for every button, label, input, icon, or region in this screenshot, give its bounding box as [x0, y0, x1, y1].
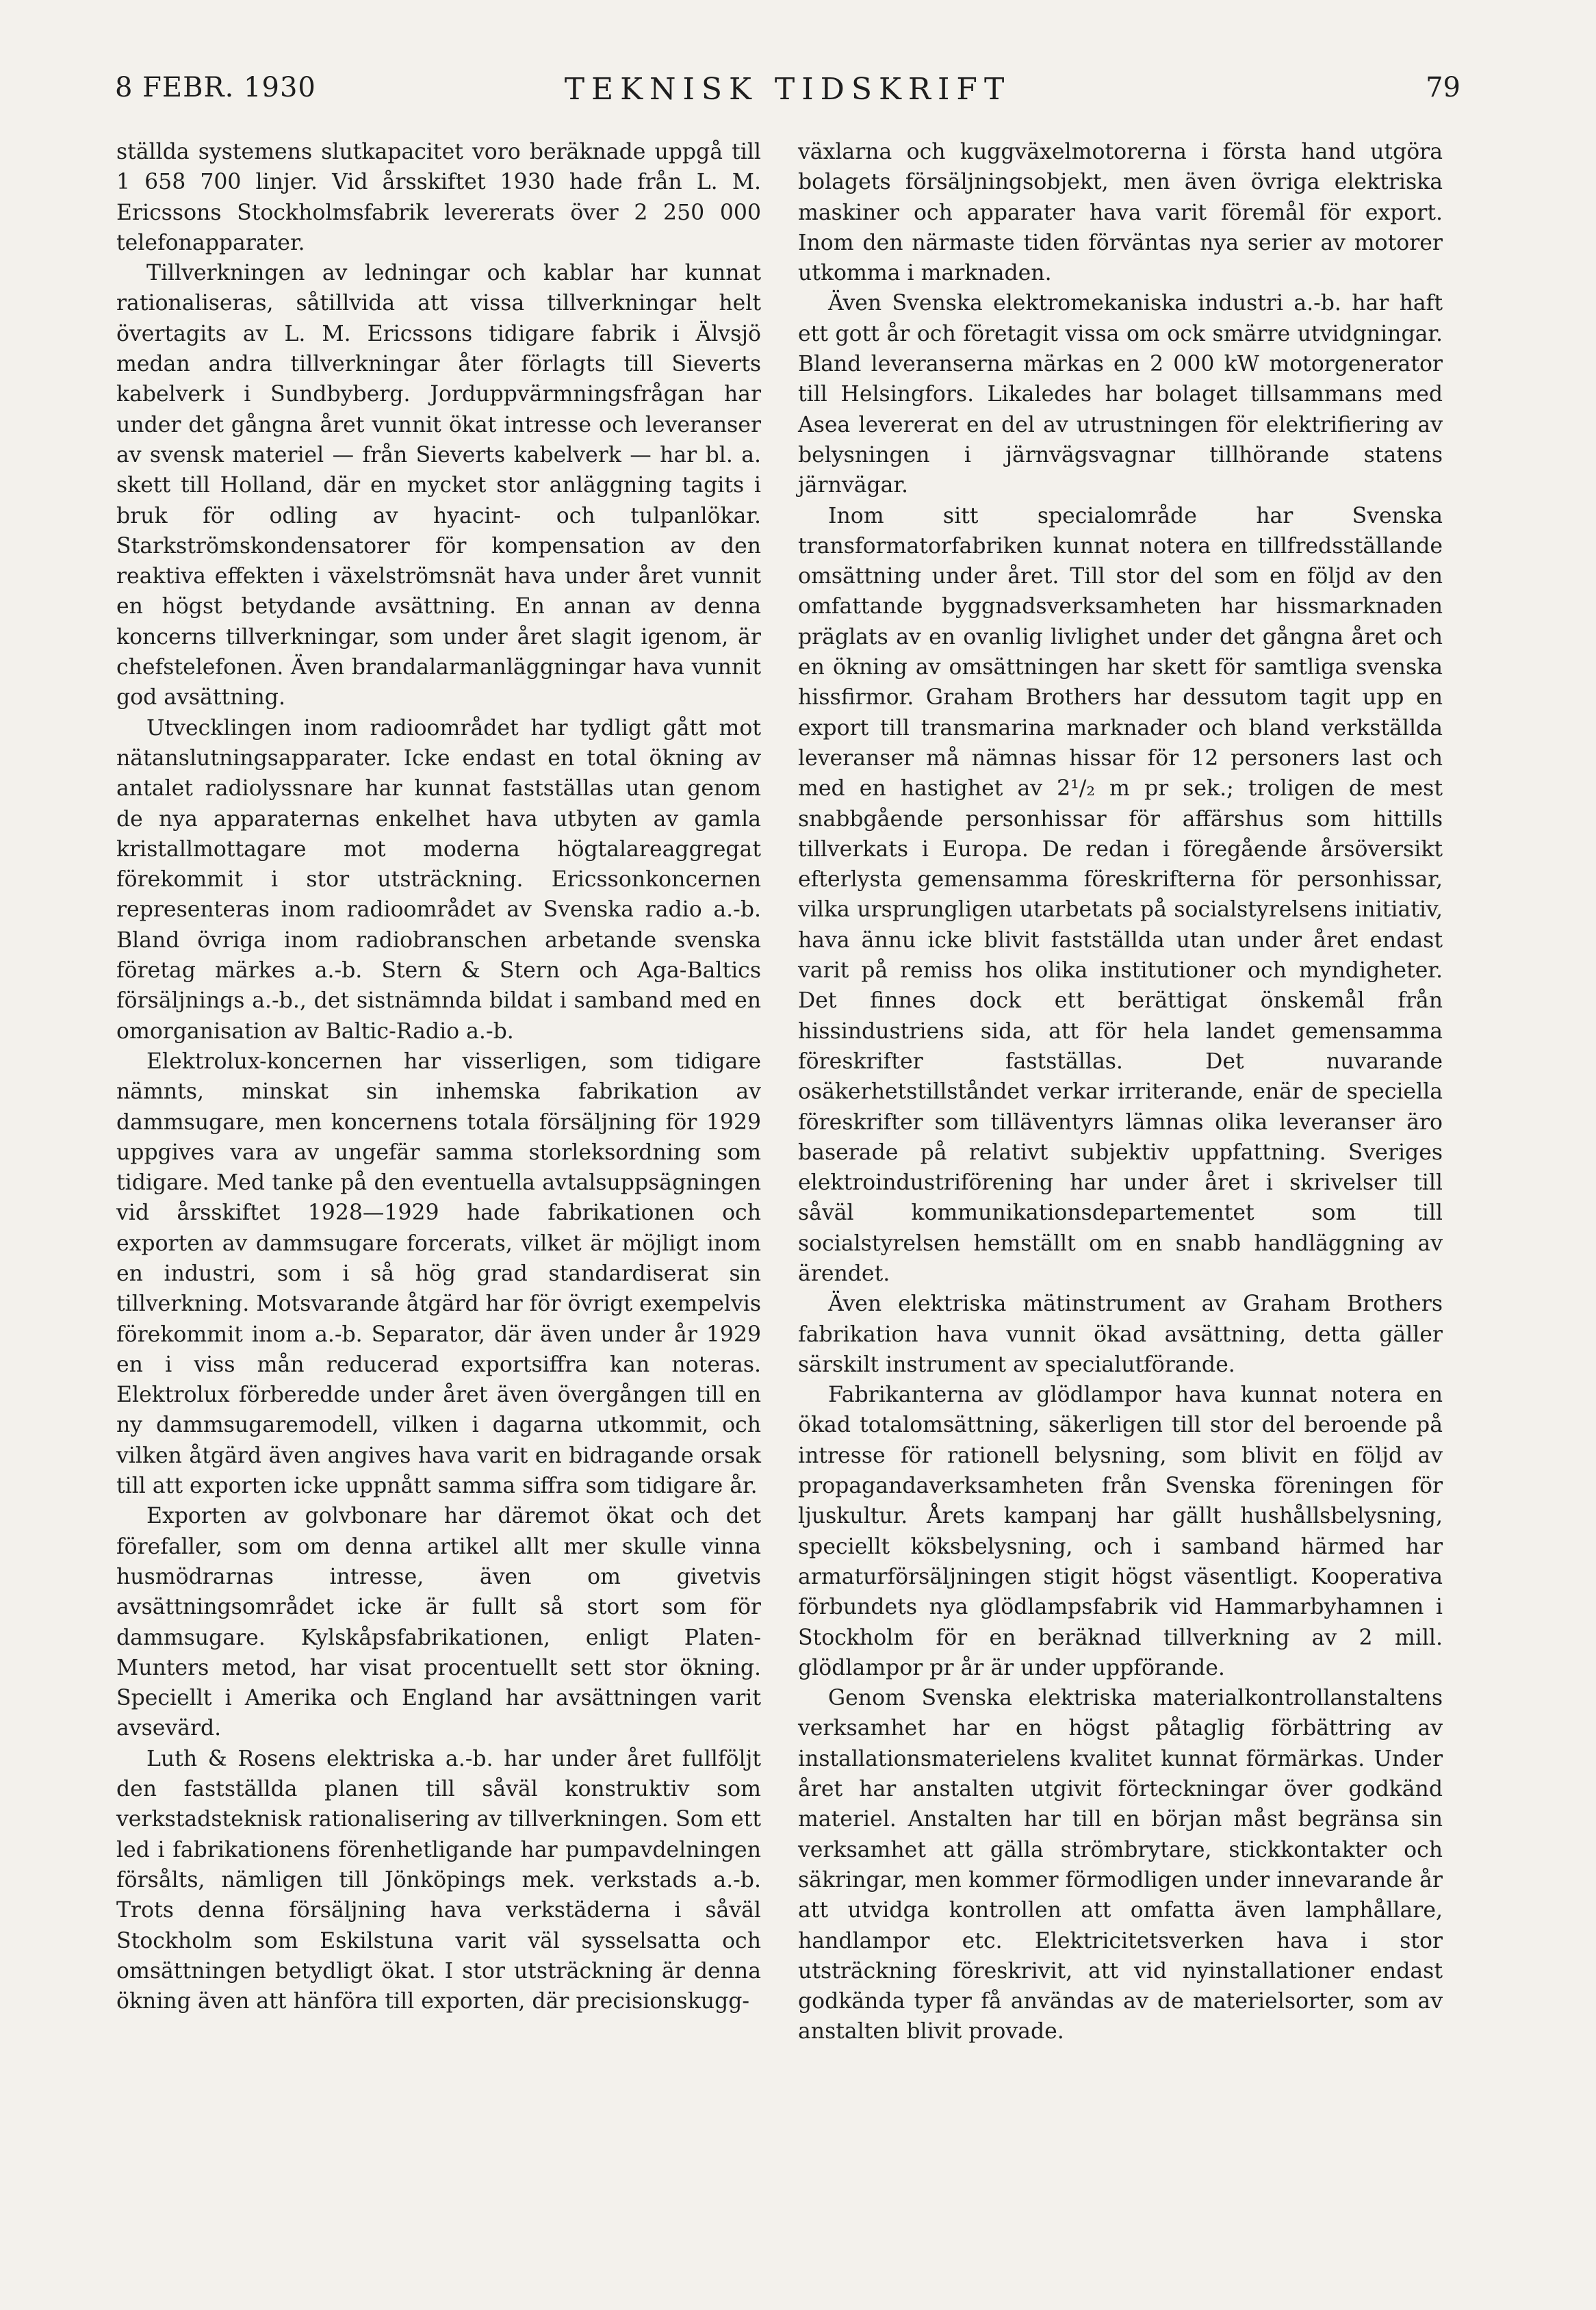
page-header	[115, 72, 1460, 113]
paragraph: Elektrolux-koncernen har visserligen, som tidigare nämnts, minskat sin inhemska fabrikation av dammsugare, men koncernens totala försäljning för 1929 uppgives vara av ungefär samma storleksordning som tidigare. Med tanke på den eventuella avtalsuppsägningen vid årsskiftet 1928—1929 hade fabrikationen och exporten av dammsugare forcerats, vilket är möjligt inom en industri, som i så hög grad standardiserat sin tillverkning. Motsvarande åtgärd har för övrigt exempelvis förekommit inom a.-b. Separator, där även under år 1929 en i viss mån reducerad exportsiffra kan noteras. Elektrolux förberedde under året även övergången till en ny dammsugaremodell, vilken i dagarna utkommit, och vilken åtgärd även angives hava varit en bidragande orsak till att exporten icke uppnått samma siffra som tidigare år.	[116, 1049, 761, 1499]
paragraph: Även elektriska mätinstrument av Graham Brothers fabrikation hava vunnit ökad avsättning, detta gäller särskilt instrument av specialutförande.	[798, 1292, 1443, 1377]
paragraph: Även Svenska elektromekaniska industri a.-b. har haft ett gott år och företagit vissa om ock smärre utvidgningar. Bland leveranserna märkas en 2 000 kW motorgenerator till Helsingfors. Likaledes har bolaget tillsammans med Asea levererat en del av utrustningen för elektrifiering av belysningen i järnvägsvagnar tillhörande statens järnvägar.	[798, 291, 1443, 498]
paragraph: Fabrikanterna av glödlampor hava kunnat notera en ökad totalomsättning, säkerligen till stor del beroende på intresse för rationell belysning, som blivit en följd av propagandaverksamheten från Svenska föreningen för ljuskultur. Årets kampanj har gällt hushållsbelysning, speciellt köksbelysning, och i samband härmed har armaturförsäljningen stigit högst väsentligt. Kooperativa förbundets nya glödlampsfabrik vid Hammarbyhamnen i Stockholm för en beräknad tillverkning av 2 mill. glödlampor pr år är under uppförande.	[798, 1383, 1443, 1680]
paragraph: ställda systemens slutkapacitet voro beräknade uppgå till 1 658 700 linjer. Vid årsskiftet 1930 hade från L. M. Ericssons Stockholmsfabrik levererats över 2 250 000 telefonapparater.	[116, 140, 761, 255]
paragraph: Exporten av golvbonare har däremot ökat och det förefaller, som om denna artikel allt mer skulle vinna husmödrarnas intresse, även om givetvis avsättningsområdet icke är fullt så stort som för dammsugare. Kylskåpsfabrikationen, enligt Platen-Munters metod, har visat procentuellt sett stor ökning. Speciellt i Amerika och England har avsättningen varit avsevärd.	[116, 1504, 761, 1741]
paragraph: Inom sitt specialområde har Svenska transformatorfabriken kunnat notera en tillfredsställande omsättning under året. Till stor del som en följd av den omfattande byggnadsverksamheten har hissmarknaden präglats av en ovanlig livlighet under det gångna året och en ökning av omsättningen har skett för samtliga svenska hissfirmor. Graham Brothers har dessutom tagit upp en export till transmarina marknader och bland verkställda leveranser må nämnas hissar för 12 personers last och med en hastighet av 2¹/₂ m pr sek.; troligen de mest snabbgående personhissar för affärshus som hittills tillverkats i Europa. De redan i föregående årsöversikt efterlysta gemensamma föreskrifterna för personhissar, vilka ursprungligen utarbetats på socialstyrelsens initiativ, hava ännu icke blivit fastställda utan under året endast varit på remiss hos olika institutioner och myndigheter. Det finnes dock ett berättigat önskemål från hissindustriens sida, att för hela landet gemensamma föreskrifter fastställas. Det nuvarande osäkerhetstillståndet verkar irriterande, enär de speciella föreskrifter som tilläventyrs lämnas olika leveranser äro baserade på relativt subjektiv uppfattning. Sveriges elektroindustriförening har under året i skrivelser till såväl kommunikationsdepartementet som till socialstyrelsen hemställt om en snabb handläggning av ärendet.	[798, 503, 1443, 1286]
paragraph: Utvecklingen inom radioområdet har tydligt gått mot nätanslutningsapparater. Icke endast en total ökning av antalet radiolyssnare har kunnat fastställas utan genom de nya apparaternas enkelhet hava utbyten av gamla kristallmottagare mot moderna högtalareaggregat förekommit i stor utsträckning. Ericssonkoncernen representeras inom radioområdet av Svenska radio a.-b. Bland övriga inom radiobranschen arbetande svenska företag märkes a.-b. Stern & Stern och Aga-Baltics försäljnings a.-b., det sistnämnda bildat i samband med en omorganisation av Baltic-Radio a.-b.	[116, 715, 761, 1044]
paragraph: Tillverkningen av ledningar och kablar har kunnat rationaliseras, såtillvida att vissa tillverkningar helt övertagits av L. M. Ericssons tidigare fabrik i Älvsjö medan andra tillverkningar åter förlagts till Sieverts kabelverk i Sundbyberg. Jorduppvärmningsfrågan har under det gångna året vunnit ökat intresse och leveranser av svensk materiel — från Sieverts kabelverk — har bl. a. skett till Holland, där en mycket stor anläggning tagits i bruk för odling av hyacint- och tulpanlökar. Starkströmskondensatorer för kompensation av den reaktiva effekten i växelströmsnät hava under året vunnit en högst betydande avsättning. En annan av denna koncerns tillverkningar, som under året slagit igenom, är chefstelefonen. Även brandalarmanläggningar hava vunnit god avsättning.	[116, 261, 761, 710]
left-column	[116, 137, 761, 2016]
issue-date: 8 FEBR. 1930	[115, 72, 316, 103]
paragraph: Luth & Rosens elektriska a.-b. har under året fullföljt den fastställda planen till såväl konstruktiv som verkstadsteknisk rationalisering av tillverkningen. Som ett led i fabrikationens förenhetligande har pumpavdelningen försålts, nämligen till Jönköpings mek. verkstads a.-b. Trots denna försäljning hava verkstäderna i såväl Stockholm som Eskilstuna varit väl sysselsatta och omsättningen betydligt ökat. I stor utsträckning är denna ökning även att hänföra till exporten, där precisionskugg-	[116, 1746, 761, 2014]
right-column	[798, 137, 1443, 2047]
journal-title: TEKNISK TIDSKRIFT	[564, 72, 1012, 107]
page-number: 79	[1426, 72, 1460, 103]
paragraph: Genom Svenska elektriska materialkontrollanstaltens verksamhet har en högst påtaglig förbättring av installationsmaterielens kvalitet kunnat förmärkas. Under året har anstalten utgivit förteckningar över godkänd materiel. Anstalten har till en början måst begränsa sin verksamhet att gälla strömbrytare, stickkontakter och säkringar, men kommer förmodligen under innevarande år att utvidga kontrollen att omfatta även lamphållare, handlampor etc. Elektricitetsverken hava i stor utsträckning föreskrivit, att vid nyinstallationer endast godkända typer få användas av de materielsorter, som av anstalten blivit provade.	[798, 1686, 1443, 2044]
paragraph: växlarna och kuggväxelmotorerna i första hand utgöra bolagets försäljningsobjekt, men även övriga elektriska maskiner och apparater hava varit föremål för export. Inom den närmaste tiden förväntas nya serier av motorer utkomma i marknaden.	[798, 140, 1443, 286]
